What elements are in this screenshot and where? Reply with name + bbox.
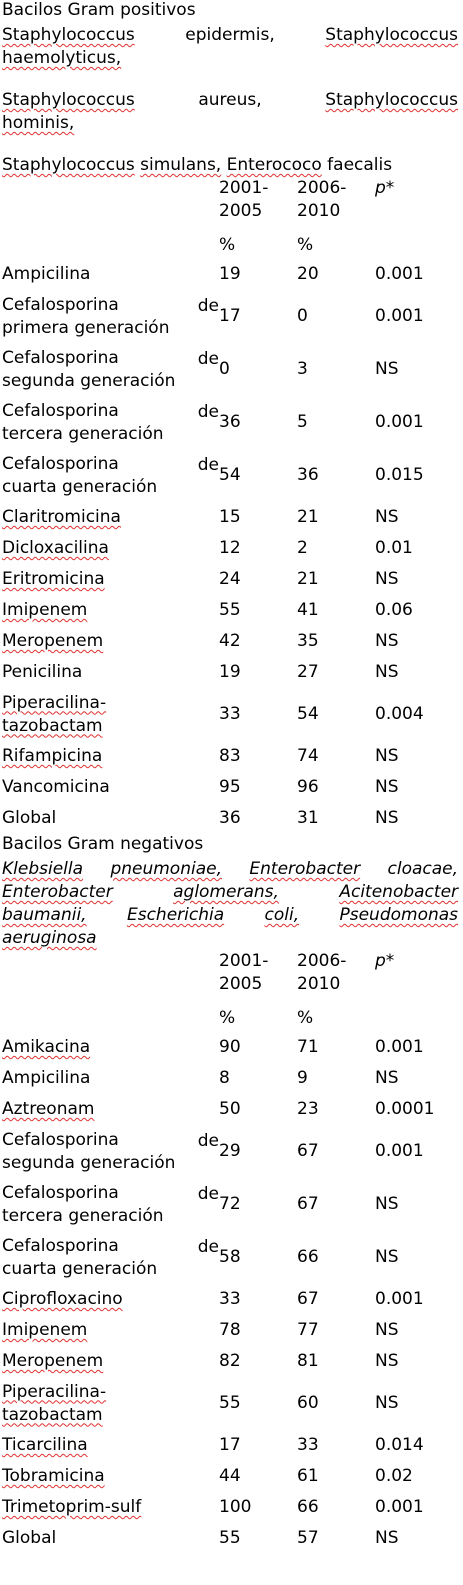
value-2001-2005: 82 [219, 1351, 241, 1371]
organism-line [2, 154, 458, 177]
table-row [2, 1284, 458, 1315]
organism-word: Staphylococcus [325, 90, 458, 110]
drug-name: Global [2, 808, 57, 828]
table-row [2, 626, 458, 657]
table-row [2, 1032, 458, 1063]
value-2006-2010: 5 [297, 412, 308, 432]
organism-line [2, 112, 458, 135]
drug-name-cell [2, 1063, 219, 1094]
table-units-row [2, 231, 458, 259]
drug-name-cell [2, 1315, 219, 1346]
drug-name-line2: tazobactam [2, 715, 103, 736]
p-value: NS [375, 569, 399, 589]
drug-name: Amikacina [2, 1037, 91, 1057]
value-2006-2010: 21 [297, 569, 319, 589]
p-value: NS [375, 359, 399, 379]
p-value: 0.001 [375, 264, 424, 284]
drug-name: Cefalosporina [2, 1129, 119, 1150]
value-2001-2005: 78 [219, 1320, 241, 1340]
table-row [2, 1231, 458, 1284]
column-header-2001-2005: 2001- 2005 [219, 951, 269, 994]
column-header-p: p* [375, 178, 395, 198]
drug-name-cell [2, 449, 219, 502]
table-row [2, 595, 458, 626]
value-2001-2005: 50 [219, 1099, 241, 1119]
value-2006-2010: 96 [297, 777, 319, 797]
p-value: NS [375, 1528, 399, 1548]
value-2001-2005: 19 [219, 662, 241, 682]
drug-name: Ciprofloxacino [2, 1289, 123, 1309]
organism-word: hominis, [2, 113, 75, 133]
gram-positive-organisms [2, 24, 458, 177]
section-title-gram-negative: Bacilos Gram negativos [2, 834, 204, 854]
drug-name-line2: segunda generación [2, 1152, 176, 1173]
p-value: 0.01 [375, 538, 413, 558]
table-row [2, 1315, 458, 1346]
value-2001-2005: 55 [219, 600, 241, 620]
value-2001-2005: 54 [219, 465, 241, 485]
organism-word: pneumoniae, [110, 859, 222, 879]
value-2001-2005: 83 [219, 746, 241, 766]
table-row [2, 1178, 458, 1231]
p-value: NS [375, 1194, 399, 1214]
p-value: 0.014 [375, 1435, 424, 1455]
value-2001-2005: 36 [219, 808, 241, 828]
value-2001-2005: 29 [219, 1141, 241, 1161]
value-2006-2010: 81 [297, 1351, 319, 1371]
drug-name-cell [2, 1346, 219, 1377]
value-2006-2010: 41 [297, 600, 319, 620]
organism-word: Staphylococcus [2, 25, 135, 45]
drug-name-cell [2, 564, 219, 595]
value-2006-2010: 71 [297, 1037, 319, 1057]
organism-word: aglomerans, [173, 882, 279, 902]
p-value: NS [375, 777, 399, 797]
p-value: NS [375, 808, 399, 828]
value-2006-2010: 33 [297, 1435, 319, 1455]
value-2001-2005: 58 [219, 1247, 241, 1267]
p-value: 0.0001 [375, 1099, 435, 1119]
organism-line [2, 24, 458, 47]
gram-negative-section [2, 834, 458, 1554]
drug-name-cell [2, 1523, 219, 1554]
value-2001-2005: 44 [219, 1466, 241, 1486]
organism-word: Pseudomonas [339, 905, 459, 925]
table-row [2, 803, 458, 834]
p-value: NS [375, 1068, 399, 1088]
p-value: NS [375, 746, 399, 766]
value-2001-2005: 55 [219, 1393, 241, 1413]
p-value: 0.001 [375, 1141, 424, 1161]
drug-name-de: de [197, 1131, 219, 1151]
drug-name-de: de [197, 349, 219, 369]
drug-name-cell [2, 1032, 219, 1063]
drug-name-de: de [197, 402, 219, 422]
drug-name-cell [2, 259, 219, 290]
value-2006-2010: 21 [297, 507, 319, 527]
table-row [2, 1430, 458, 1461]
table-row [2, 564, 458, 595]
value-2006-2010: 67 [297, 1289, 319, 1309]
value-2001-2005: 17 [219, 1435, 241, 1455]
drug-name-de: de [197, 1237, 219, 1257]
value-2006-2010: 66 [297, 1247, 319, 1267]
p-value: 0.001 [375, 306, 424, 326]
drug-name: Ampicilina [2, 264, 91, 284]
value-2006-2010: 35 [297, 631, 319, 651]
drug-name-line2: cuarta generación [2, 1258, 158, 1279]
value-2001-2005: 15 [219, 507, 241, 527]
value-2001-2005: 12 [219, 538, 241, 558]
value-2006-2010: 36 [297, 465, 319, 485]
table-row [2, 259, 458, 290]
drug-name-cell [2, 741, 219, 772]
drug-name: Cefalosporina [2, 347, 119, 368]
drug-name: Tobramicina [2, 1466, 105, 1486]
drug-name: Piperacilina- [2, 1381, 107, 1402]
table-row [2, 449, 458, 502]
drug-name-cell [2, 803, 219, 834]
value-2006-2010: 0 [297, 306, 308, 326]
drug-name-cell [2, 502, 219, 533]
value-2001-2005: 19 [219, 264, 241, 284]
value-2001-2005: 8 [219, 1068, 230, 1088]
value-2006-2010: 57 [297, 1528, 319, 1548]
organism-word: simulans, [140, 155, 222, 175]
p-value: 0.015 [375, 465, 424, 485]
drug-name-line2: tercera generación [2, 423, 164, 444]
table-row [2, 396, 458, 449]
unit-percent: % [219, 234, 236, 255]
gram-positive-section [2, 0, 458, 834]
drug-name: Imipenem [2, 1320, 88, 1340]
drug-name: Aztreonam [2, 1099, 95, 1119]
drug-name-cell [2, 1284, 219, 1315]
p-value: NS [375, 662, 399, 682]
drug-name-cell [2, 290, 219, 343]
drug-name-de: de [197, 1184, 219, 1204]
value-2006-2010: 74 [297, 746, 319, 766]
drug-name: Meropenem [2, 631, 104, 651]
drug-name: Eritromicina [2, 569, 105, 589]
p-value: 0.001 [375, 412, 424, 432]
table-row [2, 1492, 458, 1523]
drug-name: Cefalosporina [2, 1182, 119, 1203]
organism-word: coli, [264, 905, 300, 925]
value-2006-2010: 27 [297, 662, 319, 682]
table-row [2, 502, 458, 533]
table-row [2, 741, 458, 772]
table-header-row [2, 177, 458, 231]
organism-line [2, 858, 458, 881]
organism-word: Acitenobacter [339, 882, 459, 902]
value-2001-2005: 36 [219, 412, 241, 432]
p-value: NS [375, 1320, 399, 1340]
value-2006-2010: 54 [297, 704, 319, 724]
drug-name-cell [2, 1094, 219, 1125]
organism-word: haemolyticus, [2, 48, 122, 68]
organism-line [2, 47, 458, 70]
unit-percent: % [297, 1007, 314, 1028]
organism-word: Enterobacter [2, 882, 113, 902]
organism-word: baumanii, [2, 905, 87, 925]
value-2006-2010: 77 [297, 1320, 319, 1340]
drug-name: Vancomicina [2, 777, 110, 797]
drug-name-de: de [197, 296, 219, 316]
drug-name-de: de [197, 455, 219, 475]
value-2001-2005: 72 [219, 1194, 241, 1214]
drug-name-cell [2, 688, 219, 741]
gram-negative-table [2, 950, 458, 1554]
drug-name: Rifampicina [2, 746, 103, 766]
table-row [2, 1094, 458, 1125]
drug-name-cell [2, 1492, 219, 1523]
value-2006-2010: 61 [297, 1466, 319, 1486]
table-row [2, 1346, 458, 1377]
table-row [2, 533, 458, 564]
drug-name-line2: tercera generación [2, 1205, 164, 1226]
drug-name-cell [2, 533, 219, 564]
value-2001-2005: 90 [219, 1037, 241, 1057]
organism-word: Enterobacter [249, 859, 361, 879]
p-value: 0.06 [375, 600, 413, 620]
document-page [2, 0, 458, 1554]
value-2006-2010: 67 [297, 1194, 319, 1214]
p-value: NS [375, 507, 399, 527]
drug-name-cell [2, 657, 219, 688]
organism-word: Escherichia [126, 905, 225, 925]
value-2006-2010: 66 [297, 1497, 319, 1517]
table-units-row [2, 1004, 458, 1032]
table-header-row [2, 950, 458, 1004]
value-2001-2005: 17 [219, 306, 241, 326]
value-2006-2010: 3 [297, 359, 308, 379]
value-2006-2010: 60 [297, 1393, 319, 1413]
drug-name: Cefalosporina [2, 453, 119, 474]
table-row [2, 1063, 458, 1094]
organism-word: faecalis [327, 155, 393, 175]
value-2006-2010: 9 [297, 1068, 308, 1088]
value-2001-2005: 0 [219, 359, 230, 379]
column-header-p: p* [375, 951, 395, 971]
organism-line [2, 881, 458, 904]
drug-name: Imipenem [2, 600, 88, 620]
unit-percent: % [297, 234, 314, 255]
drug-name-cell [2, 1461, 219, 1492]
value-2006-2010: 2 [297, 538, 308, 558]
drug-name: Cefalosporina [2, 400, 119, 421]
value-2001-2005: 33 [219, 1289, 241, 1309]
table-row [2, 343, 458, 396]
organism-word: Staphylococcus [325, 25, 458, 45]
drug-name-cell [2, 1377, 219, 1430]
p-value: 0.001 [375, 1497, 424, 1517]
table-row [2, 290, 458, 343]
drug-name: Trimetoprim-sulf [2, 1497, 142, 1517]
organism-line [2, 904, 458, 927]
value-2001-2005: 24 [219, 569, 241, 589]
table-row [2, 688, 458, 741]
table-row [2, 772, 458, 803]
drug-name: Claritromicina [2, 507, 121, 527]
organism-word: Staphylococcus [2, 90, 135, 110]
gram-positive-table [2, 177, 458, 834]
unit-percent: % [219, 1007, 236, 1028]
organism-word: Enterococo [226, 155, 322, 175]
drug-name-cell [2, 396, 219, 449]
p-value: 0.004 [375, 704, 424, 724]
table-row [2, 1461, 458, 1492]
organism-word: cloacae, [387, 859, 459, 879]
organism-word: aureus, [198, 90, 262, 110]
table-row [2, 657, 458, 688]
table-row [2, 1377, 458, 1430]
organism-word: Staphylococcus [2, 155, 135, 175]
value-2006-2010: 23 [297, 1099, 319, 1119]
drug-name-cell [2, 343, 219, 396]
drug-name-cell [2, 1231, 219, 1284]
p-value: NS [375, 1393, 399, 1413]
drug-name-cell [2, 1178, 219, 1231]
p-value: NS [375, 1351, 399, 1371]
p-value: NS [375, 631, 399, 651]
column-header-2006-2010: 2006- 2010 [297, 951, 347, 994]
organism-word: aeruginosa [2, 928, 97, 948]
drug-name: Ampicilina [2, 1068, 91, 1088]
drug-name-line2: cuarta generación [2, 476, 158, 497]
gram-negative-organisms [2, 858, 458, 950]
drug-name-cell [2, 626, 219, 657]
column-header-2001-2005: 2001- 2005 [219, 178, 269, 221]
drug-name: Ticarcilina [2, 1435, 88, 1455]
drug-name-line2: primera generación [2, 317, 170, 338]
value-2001-2005: 100 [219, 1497, 252, 1517]
organism-line [2, 89, 458, 112]
drug-name: Dicloxacilina [2, 538, 109, 558]
value-2001-2005: 55 [219, 1528, 241, 1548]
value-2001-2005: 42 [219, 631, 241, 651]
column-header-2006-2010: 2006- 2010 [297, 178, 347, 221]
drug-name: Cefalosporina [2, 294, 119, 315]
drug-name: Cefalosporina [2, 1235, 119, 1256]
p-value: 0.02 [375, 1466, 413, 1486]
section-title-gram-positive: Bacilos Gram positivos [2, 0, 196, 20]
drug-name-cell [2, 1430, 219, 1461]
p-value: NS [375, 1247, 399, 1267]
drug-name-cell [2, 772, 219, 803]
value-2001-2005: 95 [219, 777, 241, 797]
drug-name: Meropenem [2, 1351, 104, 1371]
value-2006-2010: 31 [297, 808, 319, 828]
drug-name: Piperacilina- [2, 692, 107, 713]
table-row [2, 1125, 458, 1178]
organism-word: epidermis, [185, 25, 275, 45]
drug-name-line2: tazobactam [2, 1404, 103, 1425]
value-2001-2005: 33 [219, 704, 241, 724]
drug-name-line2: segunda generación [2, 370, 176, 391]
value-2006-2010: 67 [297, 1141, 319, 1161]
organism-word: Klebsiella [2, 859, 84, 879]
p-value: 0.001 [375, 1289, 424, 1309]
p-value: 0.001 [375, 1037, 424, 1057]
value-2006-2010: 20 [297, 264, 319, 284]
drug-name: Penicilina [2, 662, 83, 682]
organism-line [2, 927, 458, 950]
drug-name-cell [2, 1125, 219, 1178]
drug-name-cell [2, 595, 219, 626]
table-row [2, 1523, 458, 1554]
drug-name: Global [2, 1528, 57, 1548]
